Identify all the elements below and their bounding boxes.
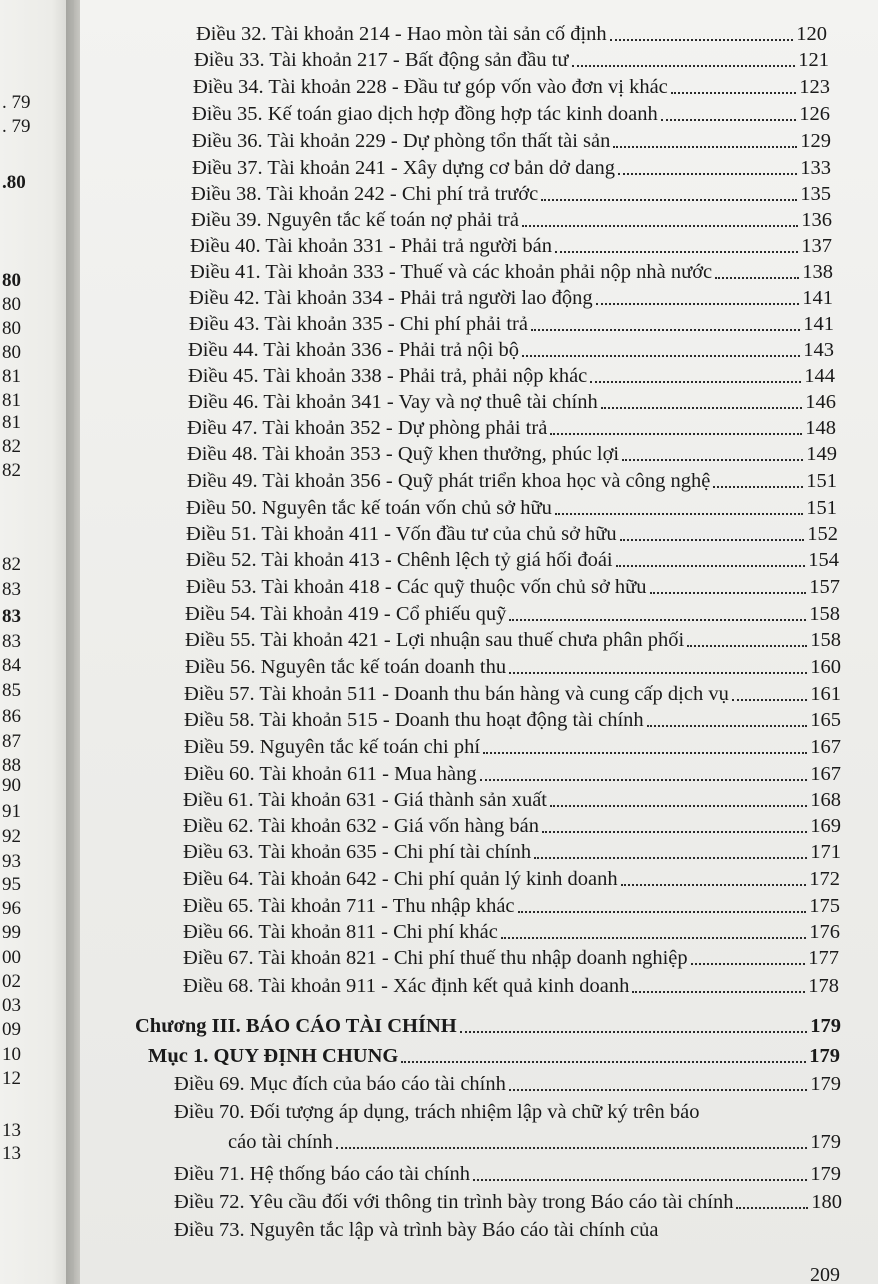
toc-entry-title: Điều 52. Tài khoản 413 - Chênh lệch tỷ giá hối đoái [186, 549, 613, 571]
toc-entry-title: Điều 70. Đối tượng áp dụng, trách nhiệm lập và chữ ký trên báo [174, 1101, 700, 1123]
dot-leader [518, 911, 807, 913]
toc-entry-page: 177 [808, 947, 839, 969]
dot-leader [509, 619, 806, 621]
dot-leader [715, 277, 799, 279]
dot-leader [620, 539, 805, 541]
left-margin-number: 86 [2, 706, 21, 727]
toc-entry-title: cáo tài chính [228, 1131, 333, 1153]
dot-leader [596, 303, 800, 305]
left-margin-number: 80 [2, 294, 21, 315]
toc-entry [183, 892, 840, 918]
toc-entry-title: Điều 56. Nguyên tắc kế toán doanh thu [185, 656, 507, 678]
toc-entry-title: Điều 58. Tài khoản 515 - Doanh thu hoạt động tài chính [184, 709, 644, 731]
toc-entry-page: 176 [809, 921, 840, 943]
left-margin-number: 88 [2, 755, 21, 776]
toc-entry-title: Điều 65. Tài khoản 711 - Thu nhập khác [183, 895, 515, 917]
toc-entry [186, 573, 840, 599]
toc-entry-title: Điều 44. Tài khoản 336 - Phải trả nội bộ [188, 339, 519, 361]
toc-entry [174, 1070, 841, 1096]
toc-entry [191, 206, 832, 232]
dot-leader [401, 1061, 806, 1063]
toc-entry-page: 120 [796, 23, 827, 45]
toc-entry-page: 129 [800, 130, 831, 152]
left-margin-number: 87 [2, 731, 21, 752]
toc-entry-page: 180 [811, 1191, 842, 1213]
left-margin-number: 02 [2, 971, 21, 992]
toc-entry [174, 1160, 841, 1186]
toc-entry-title: Điều 53. Tài khoản 418 - Các quỹ thuộc vốn chủ sở hữu [186, 576, 647, 598]
toc-entry-title: Điều 35. Kế toán giao dịch hợp đồng hợp tác kinh doanh [192, 103, 658, 125]
left-margin-number: 84 [2, 655, 21, 676]
toc-entry-title: Điều 37. Tài khoản 241 - Xây dựng cơ bản dở dang [192, 157, 615, 179]
toc-page [80, 0, 878, 1284]
dot-leader [541, 199, 797, 201]
left-margin-number: 95 [2, 874, 21, 895]
toc-entry-title: Điều 47. Tài khoản 352 - Dự phòng phải trả [187, 417, 548, 439]
toc-entry-title: Điều 46. Tài khoản 341 - Vay và nợ thuê tài chính [188, 391, 598, 413]
toc-entry [186, 494, 837, 520]
dot-leader [550, 805, 807, 807]
toc-entry [183, 812, 841, 838]
dot-leader [650, 592, 807, 594]
dot-leader [713, 486, 803, 488]
toc-entry-continuation [228, 1128, 841, 1154]
toc-entry-title: Điều 39. Nguyên tắc kế toán nợ phải trả [191, 209, 519, 231]
toc-entry-page: 141 [803, 313, 834, 335]
toc-entry [185, 626, 841, 652]
toc-entry-page: 161 [810, 683, 841, 705]
toc-entry [186, 520, 838, 546]
toc-entry-page: 158 [810, 629, 841, 651]
toc-entry [190, 232, 832, 258]
toc-entry-title: Mục 1. QUY ĐỊNH CHUNG [148, 1045, 399, 1067]
left-margin-number: 13 [2, 1143, 21, 1164]
toc-entry-title: Chương III. BÁO CÁO TÀI CHÍNH [135, 1015, 457, 1037]
toc-entry-title: Điều 59. Nguyên tắc kế toán chi phí [184, 736, 481, 758]
toc-entry-title: Điều 41. Tài khoản 333 - Thuế và các khoản phải nộp nhà nước [190, 261, 713, 283]
toc-entry [188, 388, 836, 414]
toc-entry [188, 336, 834, 362]
toc-entry-title: Điều 49. Tài khoản 356 - Quỹ phát triển khoa học và công nghệ [187, 470, 711, 492]
dot-leader [509, 1089, 807, 1091]
toc-entry [193, 73, 830, 99]
dot-leader [613, 146, 797, 148]
toc-entry-page: 136 [801, 209, 832, 231]
toc-entry [184, 733, 841, 759]
page-number: 209 [810, 1264, 840, 1284]
toc-entry-page: 178 [808, 975, 839, 997]
toc-entry-title: Điều 64. Tài khoản 642 - Chi phí quản lý kinh doanh [183, 868, 618, 890]
toc-entry-page: 179 [810, 1131, 841, 1153]
toc-entry-page: 160 [810, 656, 841, 678]
toc-entry [192, 154, 831, 180]
dot-leader [550, 433, 802, 435]
toc-entry-page: 137 [801, 235, 832, 257]
left-margin-number: . 79 [2, 92, 31, 113]
dot-leader [483, 752, 807, 754]
left-margin-number: 00 [2, 947, 21, 968]
toc-entry-page: 175 [809, 895, 840, 917]
dot-leader [691, 963, 806, 965]
dot-leader [621, 884, 807, 886]
dot-leader [732, 699, 807, 701]
toc-entry-page: 143 [803, 339, 834, 361]
left-margin-number: 85 [2, 680, 21, 701]
dot-leader [632, 991, 805, 993]
dot-leader [622, 459, 803, 461]
toc-entry-title: Điều 45. Tài khoản 338 - Phải trả, phải nộp khác [188, 365, 588, 387]
toc-entry [188, 362, 835, 388]
toc-entry [190, 258, 833, 284]
dot-leader [610, 39, 794, 41]
left-page-edge [0, 0, 74, 1284]
toc-entry-page: 152 [807, 523, 838, 545]
dot-leader [509, 672, 807, 674]
left-margin-number: 82 [2, 460, 21, 481]
toc-entry-title: Điều 69. Mục đích của báo cáo tài chính [174, 1073, 506, 1095]
dot-leader [531, 329, 800, 331]
toc-entry-title: Điều 50. Nguyên tắc kế toán vốn chủ sở hữu [186, 497, 552, 519]
toc-entry [186, 546, 839, 572]
toc-entry [183, 944, 839, 970]
toc-entry [174, 1188, 842, 1214]
left-margin-number: . 79 [2, 116, 31, 137]
toc-entry-page: 121 [798, 49, 829, 71]
toc-entry-title: Điều 36. Tài khoản 229 - Dự phòng tổn thất tài sản [192, 130, 611, 152]
toc-entry-page: 179 [810, 1015, 841, 1037]
toc-entry-page: 148 [805, 417, 836, 439]
toc-section-heading [148, 1042, 840, 1068]
left-margin-number: 83 [2, 631, 21, 652]
toc-entry [184, 680, 841, 706]
toc-entry-page: 151 [806, 470, 837, 492]
toc-entry-page: 151 [806, 497, 837, 519]
dot-leader [460, 1031, 808, 1033]
toc-entry-page: 123 [799, 76, 830, 98]
dot-leader [590, 381, 801, 383]
toc-entry-page: 146 [805, 391, 836, 413]
toc-entry [187, 414, 836, 440]
dot-leader [534, 857, 807, 859]
toc-entry-title: Điều 54. Tài khoản 419 - Cổ phiếu quỹ [185, 603, 507, 625]
toc-entry [184, 760, 841, 786]
left-margin-number: 90 [2, 775, 21, 796]
toc-entry-page: 172 [809, 868, 840, 890]
left-margin-number: 80 [2, 318, 21, 339]
toc-entry-title: Điều 68. Tài khoản 911 - Xác định kết quả kinh doanh [183, 975, 630, 997]
toc-entry-page: 179 [810, 1163, 841, 1185]
dot-leader [616, 565, 806, 567]
dot-leader [601, 407, 803, 409]
toc-entry-page: 167 [810, 763, 841, 785]
left-margin-number: 92 [2, 826, 21, 847]
dot-leader [555, 513, 803, 515]
toc-entry-page: 179 [810, 1073, 841, 1095]
left-margin-number: 82 [2, 554, 21, 575]
toc-entry-title: Điều 61. Tài khoản 631 - Giá thành sản xuất [183, 789, 547, 811]
toc-entry-title: Điều 43. Tài khoản 335 - Chi phí phải trả [189, 313, 528, 335]
dot-leader [501, 937, 806, 939]
toc-entry-page: 157 [809, 576, 840, 598]
dot-leader [661, 119, 796, 121]
toc-entry-title: Điều 32. Tài khoản 214 - Hao mòn tài sản cố định [196, 23, 607, 45]
left-margin-number: 99 [2, 922, 21, 943]
toc-entry-title: Điều 71. Hệ thống báo cáo tài chính [174, 1163, 471, 1185]
toc-entry [192, 127, 831, 153]
toc-entry-page: 179 [809, 1045, 840, 1067]
toc-entry [191, 180, 831, 206]
toc-entry-page: 165 [810, 709, 841, 731]
toc-entry [183, 918, 840, 944]
left-margin-number: 83 [2, 606, 21, 627]
dot-leader [671, 92, 796, 94]
left-margin-number: 03 [2, 995, 21, 1016]
toc-entry-title: Điều 62. Tài khoản 632 - Giá vốn hàng bán [183, 815, 540, 837]
toc-entry-page: 169 [810, 815, 841, 837]
toc-entry-title: Điều 51. Tài khoản 411 - Vốn đầu tư của chủ sở hữu [186, 523, 617, 545]
toc-entry-title: Điều 33. Tài khoản 217 - Bất động sản đầu tư [194, 49, 569, 71]
toc-entry-title: Điều 48. Tài khoản 353 - Quỹ khen thưởng, phúc lợi [187, 443, 620, 465]
dot-leader [336, 1147, 808, 1149]
toc-entry-page: 149 [806, 443, 837, 465]
toc-entry [196, 20, 827, 46]
toc-entry [189, 310, 834, 336]
left-margin-number: 10 [2, 1044, 21, 1065]
dot-leader [522, 355, 800, 357]
toc-entry-title: Điều 72. Yêu cầu đối với thông tin trình bày trong Báo cáo tài chính [174, 1191, 734, 1213]
left-margin-number: 80 [2, 342, 21, 363]
toc-entry-title: Điều 40. Tài khoản 331 - Phải trả người bán [190, 235, 553, 257]
dot-leader [647, 725, 808, 727]
left-margin-number: 80 [2, 270, 21, 291]
toc-entry [189, 284, 833, 310]
toc-entry-title: Điều 55. Tài khoản 421 - Lợi nhuận sau thuế chưa phân phối [185, 629, 685, 651]
dot-leader [736, 1207, 808, 1209]
left-margin-number: 82 [2, 436, 21, 457]
left-margin-number: 91 [2, 801, 21, 822]
left-margin-number: 09 [2, 1019, 21, 1040]
dot-leader [618, 173, 797, 175]
toc-entry-title: Điều 63. Tài khoản 635 - Chi phí tài chính [183, 841, 532, 863]
toc-entry [194, 46, 829, 72]
toc-entry-title: Điều 42. Tài khoản 334 - Phải trả người lao động [189, 287, 593, 309]
toc-entry [183, 786, 841, 812]
toc-entry-page: 167 [810, 736, 841, 758]
toc-entry-page: 141 [802, 287, 833, 309]
toc-entry [187, 440, 837, 466]
toc-entry-page: 154 [808, 549, 839, 571]
left-margin-number: .80 [2, 172, 26, 193]
dot-leader [522, 225, 798, 227]
toc-entry [192, 100, 830, 126]
dot-leader [572, 65, 796, 67]
left-margin-number: 81 [2, 366, 21, 387]
toc-entry [183, 838, 841, 864]
toc-entry-title: Điều 34. Tài khoản 228 - Đầu tư góp vốn vào đơn vị khác [193, 76, 668, 98]
toc-entry-title: Điều 67. Tài khoản 821 - Chi phí thuế thu nhập doanh nghiệp [183, 947, 688, 969]
toc-entry-page: 158 [809, 603, 840, 625]
left-margin-number: 81 [2, 390, 21, 411]
toc-entry [185, 600, 840, 626]
toc-entry-title: Điều 38. Tài khoản 242 - Chi phí trả trước [191, 183, 539, 205]
left-margin-number: 96 [2, 898, 21, 919]
toc-entry [184, 706, 841, 732]
toc-entry [187, 467, 837, 493]
toc-entry-page: 168 [810, 789, 841, 811]
left-margin-number: 93 [2, 851, 21, 872]
toc-entry [185, 653, 841, 679]
toc-entry-page: 171 [810, 841, 841, 863]
toc-entry-page: 135 [800, 183, 831, 205]
dot-leader [687, 645, 807, 647]
left-margin-number: 12 [2, 1068, 21, 1089]
toc-entry-page: 138 [802, 261, 833, 283]
left-margin-number: 83 [2, 579, 21, 600]
toc-entry-title: Điều 60. Tài khoản 611 - Mua hàng [184, 763, 477, 785]
left-margin-number: 81 [2, 412, 21, 433]
dot-leader [473, 1179, 807, 1181]
toc-entry [183, 972, 839, 998]
dot-leader [542, 831, 807, 833]
toc-entry [183, 865, 840, 891]
dot-leader [555, 251, 798, 253]
toc-entry-page: 133 [800, 157, 831, 179]
toc-chapter-heading [135, 1012, 841, 1038]
dot-leader [480, 779, 808, 781]
toc-entry-page: 144 [804, 365, 835, 387]
toc-entry-title: Điều 57. Tài khoản 511 - Doanh thu bán hàng và cung cấp dịch vụ [184, 683, 729, 705]
toc-entry-title: Điều 66. Tài khoản 811 - Chi phí khác [183, 921, 498, 943]
toc-entry-title: Điều 73. Nguyên tắc lập và trình bày Báo cáo tài chính của [174, 1219, 659, 1241]
toc-entry-page: 126 [799, 103, 830, 125]
left-margin-number: 13 [2, 1120, 21, 1141]
